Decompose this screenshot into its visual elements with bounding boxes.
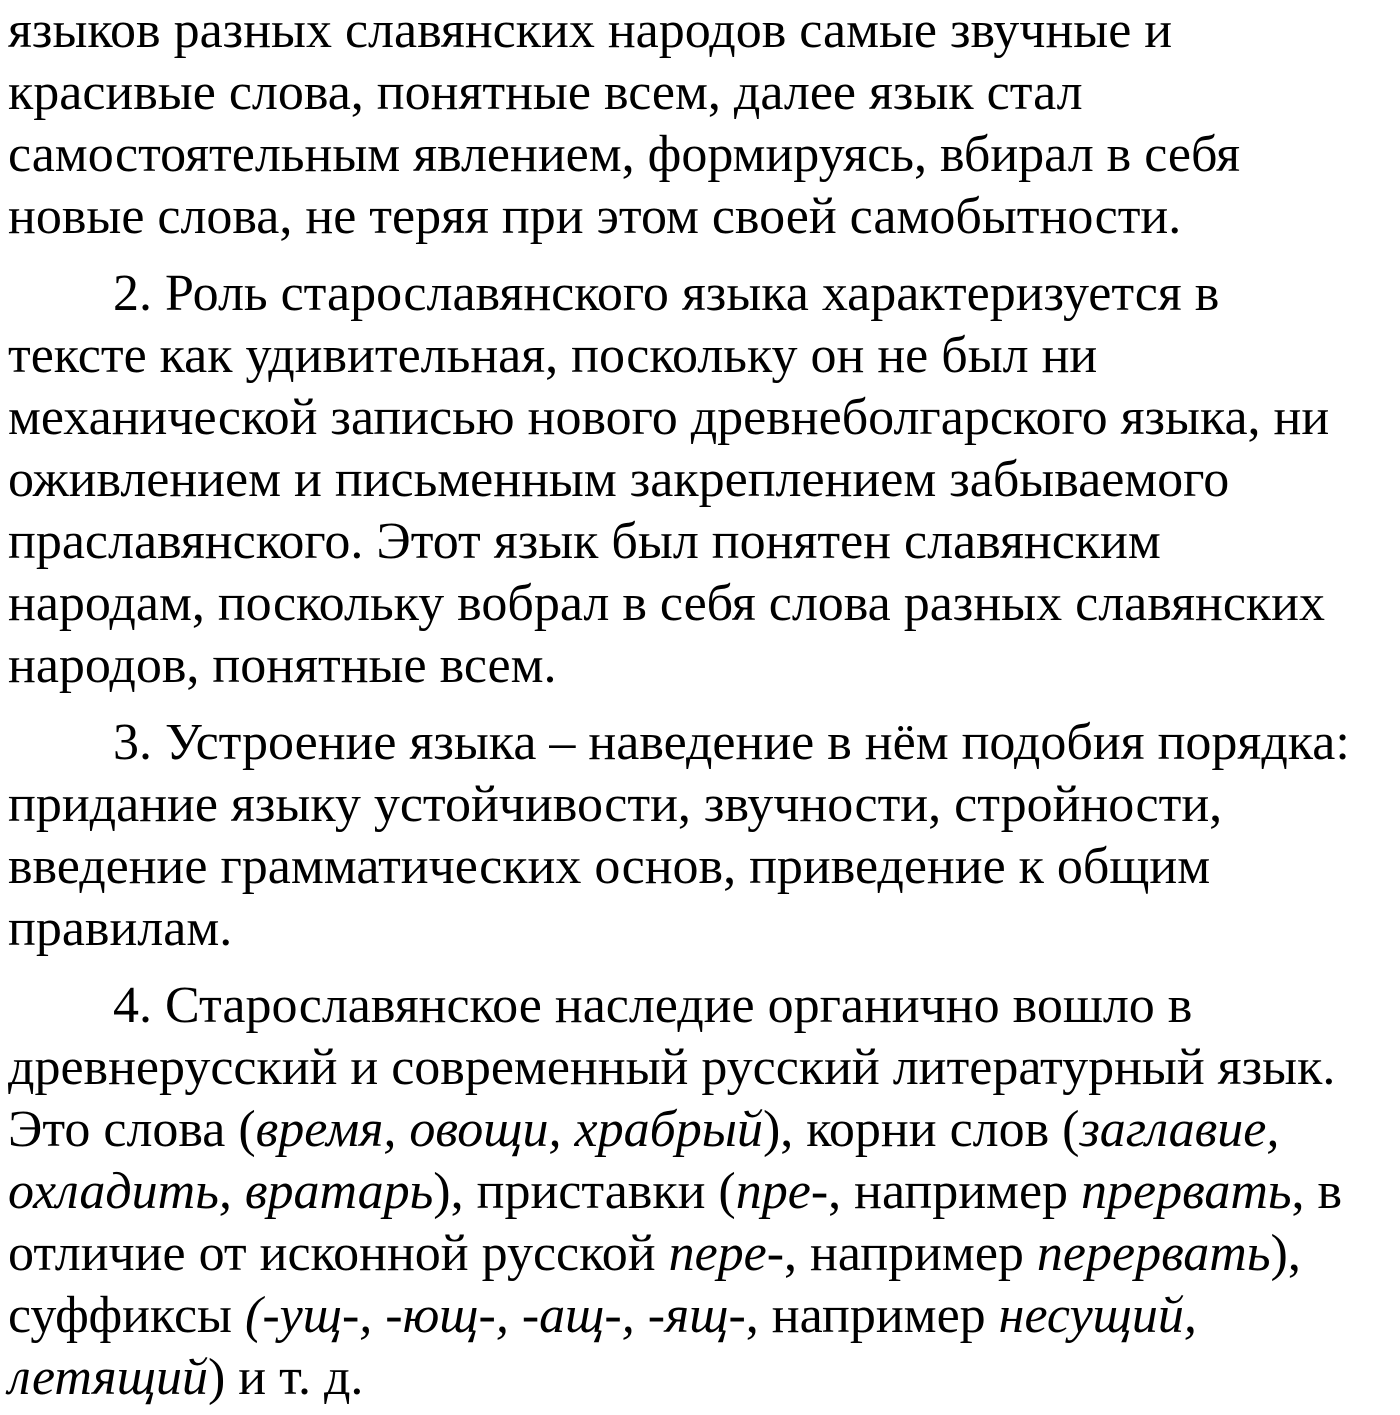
text-line xyxy=(8,186,1400,248)
text-run: суффиксы xyxy=(8,1287,245,1344)
text-line xyxy=(8,712,1400,774)
text-run: , например xyxy=(784,1225,1037,1282)
text-run: новые слова, не теряя при этом своей самобытности. xyxy=(8,188,1182,245)
text-line xyxy=(8,1347,1400,1409)
text-run: ), приставки ( xyxy=(433,1163,736,1220)
text-run: ), xyxy=(1270,1225,1301,1282)
paragraph-gap xyxy=(8,248,1400,263)
text-run: , например xyxy=(828,1163,1082,1220)
text-line xyxy=(8,573,1400,635)
text-run: Это слова ( xyxy=(8,1101,256,1158)
text-run: придание языку устойчивости, звучности, стройности, xyxy=(8,776,1223,833)
italic-example-text: летящий xyxy=(8,1349,208,1406)
italic-example-text: заглавие, xyxy=(1079,1101,1280,1158)
italic-example-text: время, овощи, храбрый xyxy=(255,1101,763,1158)
text-line xyxy=(8,1099,1400,1161)
text-run: ) и т. д. xyxy=(207,1349,364,1406)
text-line xyxy=(8,836,1400,898)
text-line xyxy=(8,898,1400,960)
text-line xyxy=(8,1037,1400,1099)
text-run: оживлением и письменным закреплением забываемого xyxy=(8,451,1230,508)
text-run: древнерусский и современный русский литературный язык. xyxy=(8,1039,1336,1096)
italic-example-text: пре- xyxy=(735,1163,829,1220)
italic-example-text: (-ущ-, -ющ-, -ащ-, -ящ xyxy=(245,1287,729,1344)
paragraph-p4 xyxy=(8,975,1400,1409)
text-line xyxy=(8,1223,1400,1285)
text-line xyxy=(8,449,1400,511)
text-line xyxy=(8,124,1400,186)
text-run: 3. Устроение языка – наведение в нём подобия порядка: xyxy=(113,714,1350,771)
paragraph-gap xyxy=(8,960,1400,975)
text-run: праславянского. Этот язык был понятен славянским xyxy=(8,513,1161,570)
text-line xyxy=(8,975,1400,1037)
text-run: правилам. xyxy=(8,900,233,957)
text-run: красивые слова, понятные всем, далее язык стал xyxy=(8,64,1083,121)
text-run: -, например xyxy=(728,1287,999,1344)
text-run: ), корни слов ( xyxy=(762,1101,1080,1158)
paragraph-p1 xyxy=(8,0,1400,248)
text-line xyxy=(8,511,1400,573)
text-line xyxy=(8,0,1400,62)
text-run: 4. Старославянское наследие органично вошло в xyxy=(113,977,1193,1034)
italic-example-text: перервать xyxy=(1036,1225,1271,1282)
text-run: 2. Роль старославянского языка характеризуется в xyxy=(113,265,1220,322)
text-line xyxy=(8,62,1400,124)
text-run: самостоятельным явлением, формируясь, вбирал в себя xyxy=(8,126,1241,183)
text-line xyxy=(8,387,1400,449)
paragraph-gap xyxy=(8,697,1400,712)
text-line xyxy=(8,1285,1400,1347)
italic-example-text: пере- xyxy=(668,1225,785,1282)
text-run: народов, понятные всем. xyxy=(8,637,557,694)
text-run: языков разных славянских народов самые звучные и xyxy=(8,2,1173,59)
italic-example-text: охладить, вратарь xyxy=(8,1163,434,1220)
text-line xyxy=(8,325,1400,387)
text-run: введение грамматических основ, приведение к общим xyxy=(8,838,1211,895)
italic-example-text: прервать xyxy=(1081,1163,1292,1220)
text-line xyxy=(8,263,1400,325)
text-line xyxy=(8,774,1400,836)
paragraph-p2 xyxy=(8,263,1400,697)
text-run: отличие от исконной русской xyxy=(8,1225,669,1282)
text-run: тексте как удивительная, поскольку он не был ни xyxy=(8,327,1098,384)
text-run: механической записью нового древнеболгарского языка, ни xyxy=(8,389,1330,446)
italic-example-text: несущий, xyxy=(998,1287,1197,1344)
text-run: народам, поскольку вобрал в себя слова разных славянских xyxy=(8,575,1326,632)
text-line xyxy=(8,1161,1400,1223)
paragraph-p3 xyxy=(8,712,1400,960)
document-page xyxy=(8,0,1400,1409)
text-run: , в xyxy=(1291,1163,1343,1220)
text-line xyxy=(8,635,1400,697)
